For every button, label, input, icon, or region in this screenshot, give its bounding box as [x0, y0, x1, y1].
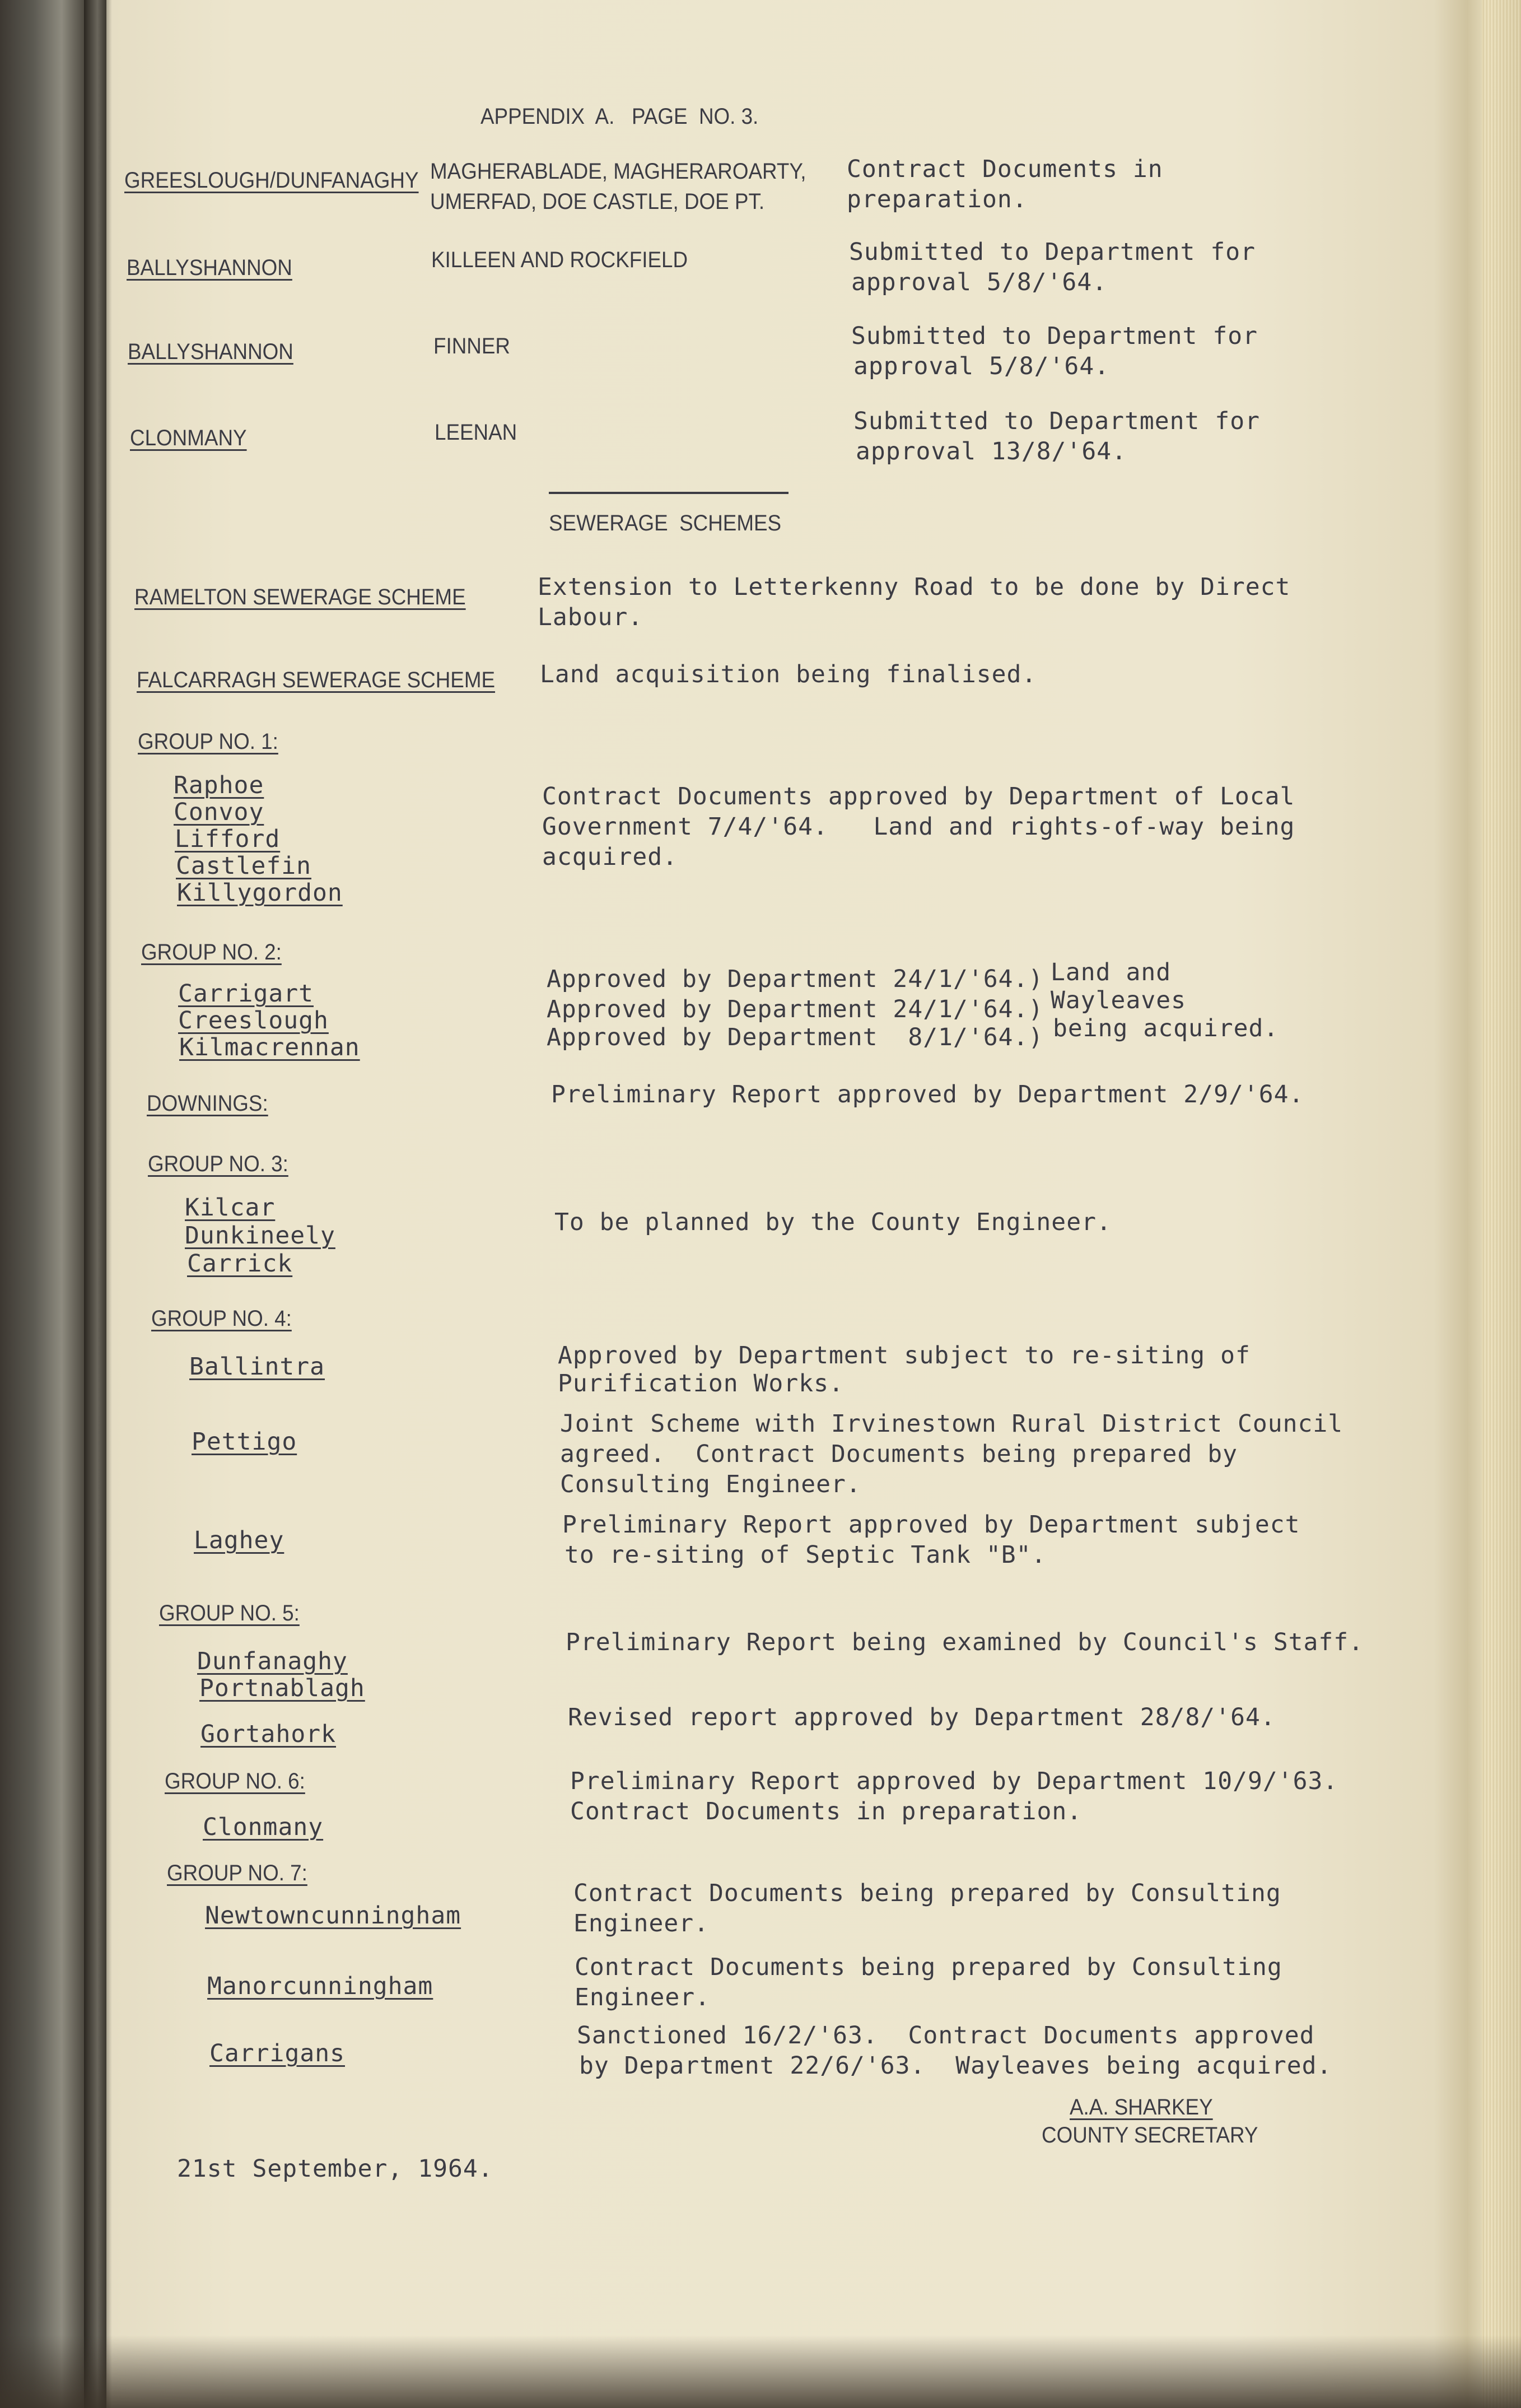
scheme-status-line1: Submitted to Department for [849, 238, 1256, 266]
scheme-name: LEENAN [435, 420, 517, 445]
carrigans-town: Carrigans [209, 2039, 345, 2067]
group1-status-line3: acquired. [542, 843, 678, 871]
group7-heading: GROUP NO. 7: [167, 1861, 307, 1885]
group3-status: To be planned by the County Engineer. [554, 1208, 1112, 1236]
group3-heading: GROUP NO. 3: [148, 1152, 288, 1176]
group2-approval: Approved by Department 24/1/'64.) [547, 965, 1044, 993]
ballintra-town: Ballintra [189, 1353, 325, 1381]
document-date: 21st September, 1964. [177, 2155, 493, 2183]
group6-status-line2: Contract Documents in preparation. [570, 1797, 1083, 1825]
laghey-status-line1: Preliminary Report approved by Department subject [562, 1511, 1300, 1539]
scheme-status-line2: approval 13/8/'64. [856, 437, 1127, 465]
scheme-name: KILLEEN AND ROCKFIELD [431, 248, 688, 272]
manorcunningham-town: Manorcunningham [207, 1972, 433, 2000]
downings-status: Preliminary Report approved by Department 2/9/'64. [551, 1080, 1304, 1108]
scheme-status-line2: approval 5/8/'64. [851, 268, 1108, 296]
scheme-status-line1: Submitted to Department for [853, 407, 1260, 435]
newtowncunningham-status-line2: Engineer. [573, 1909, 709, 1937]
area-greeslough-dunfanaghy: GREESLOUGH/DUNFANAGHY [124, 168, 419, 193]
ramelton-status-line2: Labour. [538, 603, 643, 631]
group4-heading: GROUP NO. 4: [151, 1306, 292, 1331]
group2-heading: GROUP NO. 2: [141, 940, 282, 965]
group1-town: Killygordon [177, 879, 343, 907]
scheme-name-line2: UMERFAD, DOE CASTLE, DOE PT. [430, 189, 765, 214]
signatory-title: COUNTY SECRETARY [1042, 2123, 1258, 2148]
laghey-town: Laghey [194, 1526, 284, 1554]
scheme-status-line2: approval 5/8/'64. [853, 352, 1110, 380]
group1-town: Raphoe [174, 771, 264, 799]
group2-town: Creeslough [178, 1007, 329, 1035]
pettigo-town: Pettigo [192, 1428, 297, 1456]
ramelton-scheme-name: RAMELTON SEWERAGE SCHEME [134, 585, 466, 609]
manorcunningham-status-line2: Engineer. [575, 1983, 710, 2011]
ballintra-status-line2: Purification Works. [558, 1370, 844, 1398]
scheme-name: FINNER [433, 334, 510, 358]
group5-status: Preliminary Report being examined by Council's Staff. [566, 1628, 1364, 1656]
carrigans-status-line2: by Department 22/6/'63. Wayleaves being acquired. [579, 2052, 1332, 2080]
heading-rule [549, 492, 789, 494]
downings-heading: DOWNINGS: [147, 1091, 268, 1116]
group1-town: Castlefin [176, 852, 311, 880]
group1-town: Lifford [175, 825, 281, 853]
group6-town: Clonmany [203, 1813, 324, 1841]
group2-approval: Approved by Department 8/1/'64.) [547, 1023, 1044, 1051]
group1-status-line1: Contract Documents approved by Department of Local [542, 783, 1295, 811]
scheme-name-line1: MAGHERABLADE, MAGHERAROARTY, [430, 159, 806, 184]
carrigans-status-line1: Sanctioned 16/2/'63. Contract Documents approved [577, 2022, 1315, 2050]
scheme-status-line1: Contract Documents in [847, 155, 1163, 183]
page-header: APPENDIX A. PAGE NO. 3. [480, 104, 759, 129]
falcarragh-status: Land acquisition being finalised. [540, 660, 1037, 688]
pettigo-status-line1: Joint Scheme with Irvinestown Rural District Council [560, 1410, 1343, 1438]
pettigo-status-line3: Consulting Engineer. [560, 1470, 861, 1498]
group6-heading: GROUP NO. 6: [165, 1769, 305, 1794]
area-clonmany: CLONMANY [130, 426, 247, 450]
group2-town: Carrigart [178, 980, 314, 1008]
manorcunningham-status-line1: Contract Documents being prepared by Consulting [575, 1953, 1282, 1981]
group3-town: Dunkineely [185, 1222, 335, 1250]
falcarragh-scheme-name: FALCARRAGH SEWERAGE SCHEME [137, 668, 496, 692]
group1-town: Convoy [174, 798, 264, 826]
group6-status-line1: Preliminary Report approved by Department 10/9/'63. [570, 1767, 1338, 1795]
gortahork-town: Gortahork [200, 1720, 336, 1748]
area-ballyshannon: BALLYSHANNON [127, 255, 292, 280]
area-ballyshannon: BALLYSHANNON [128, 339, 293, 364]
scheme-status-line1: Submitted to Department for [851, 322, 1258, 350]
signatory-name: A.A. SHARKEY [1070, 2095, 1213, 2120]
group5-town: Portnablagh [199, 1674, 365, 1702]
gortahork-status: Revised report approved by Department 28/8/'64. [568, 1703, 1276, 1731]
group2-approval: Approved by Department 24/1/'64.) [547, 995, 1044, 1023]
newtowncunningham-town: Newtowncunningham [205, 1902, 461, 1930]
group2-note-line1: Land and [1051, 958, 1172, 986]
group1-heading: GROUP NO. 1: [138, 729, 278, 754]
sewerage-heading: SEWERAGE SCHEMES [549, 511, 782, 535]
laghey-status-line2: to re-siting of Septic Tank "B". [564, 1541, 1047, 1569]
pettigo-status-line2: agreed. Contract Documents being prepared by [560, 1440, 1238, 1468]
ballintra-status-line1: Approved by Department subject to re-siting of [558, 1342, 1251, 1370]
newtowncunningham-status-line1: Contract Documents being prepared by Consulting [573, 1879, 1281, 1907]
group3-town: Carrick [187, 1250, 293, 1278]
group5-heading: GROUP NO. 5: [159, 1601, 300, 1625]
group2-town: Kilmacrennan [179, 1033, 360, 1061]
group1-status-line2: Government 7/4/'64. Land and rights-of-way being [542, 813, 1295, 841]
group3-town: Kilcar [185, 1194, 276, 1222]
ramelton-status-line1: Extension to Letterkenny Road to be done by Direct [538, 573, 1291, 601]
group5-town: Dunfanaghy [197, 1647, 348, 1675]
group2-note-line3: being acquired. [1053, 1014, 1279, 1042]
scheme-status-line2: preparation. [847, 185, 1028, 213]
group2-note-line2: Wayleaves [1051, 986, 1186, 1014]
